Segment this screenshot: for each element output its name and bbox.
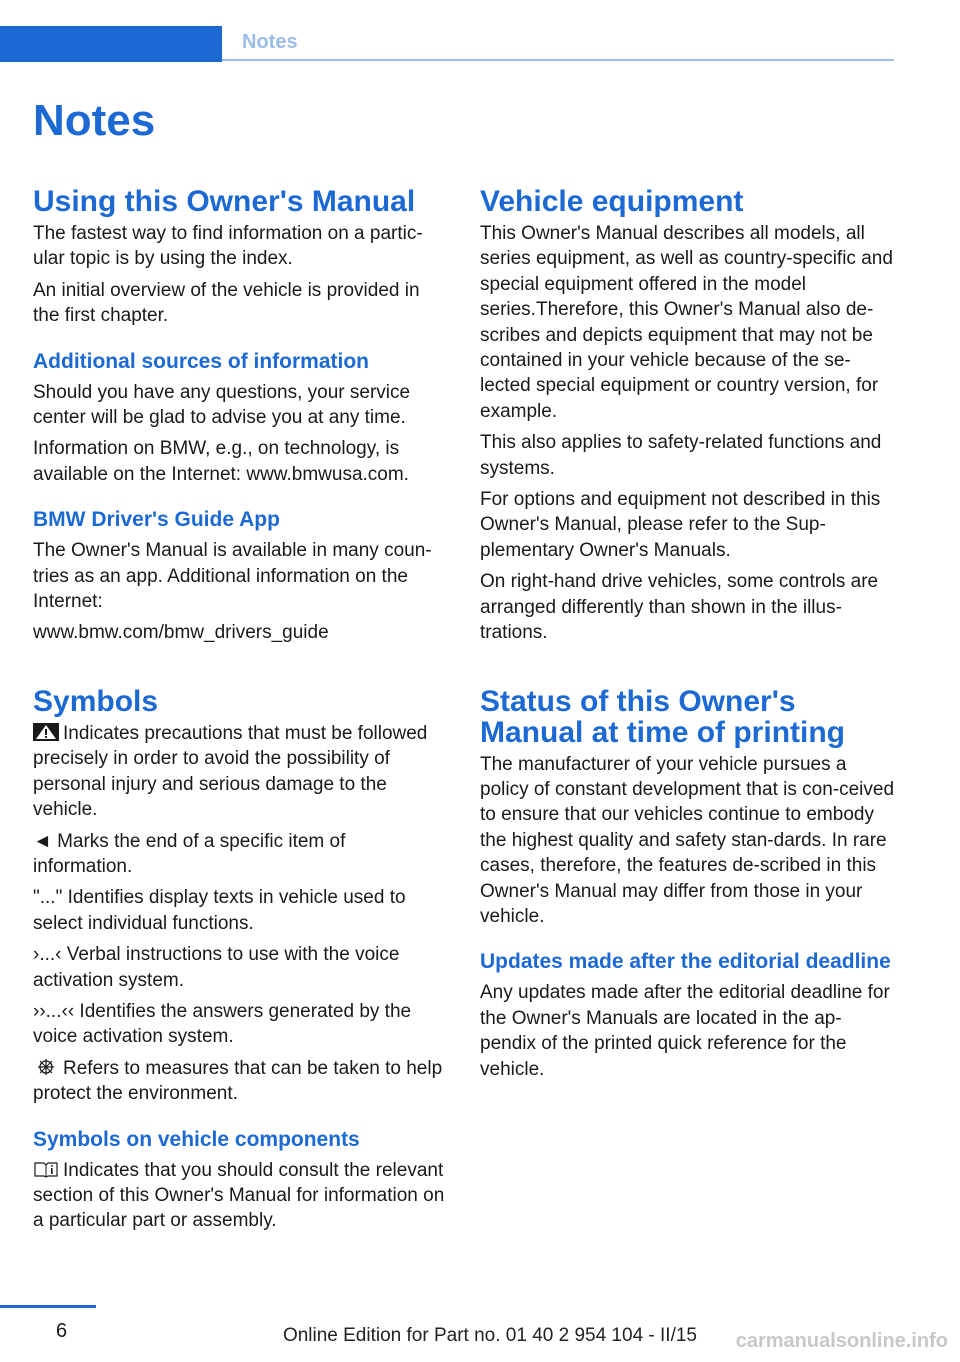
page-title: Notes [33,96,156,145]
paragraph: ››...‹‹ Identifies the answers generated by the voice activation system. [33,1000,412,1048]
paragraph: Should you have any questions, your service center will be glad to advise you at any time. [33,381,411,429]
section-title-symbols: Symbols [33,684,159,718]
header-accent-bar [0,26,222,62]
link-text: www.bmw.com/bmw_drivers_guide [33,622,329,644]
paragraph: Indicates precautions that must be followed precisely in order to avoid the possibility of personal injury and serious damage to the vehicle. [33,722,428,821]
left-column [33,186,449,1240]
subsection-title-vehicle-components: Symbols on vehicle components [33,1127,360,1151]
paragraph: This also applies to safety-related functions and systems. [480,432,882,479]
paragraph: The Owner's Manual is available in many coun-tries as an app. Additional information on the Internet: [33,540,432,613]
section-title-using-manual: Using this Owner's Manual [33,185,416,218]
header-section-title: Notes [242,31,298,53]
paragraph: ›...‹ Verbal instructions to use with the voice activation system. [33,944,400,991]
paragraph: On right-hand drive vehicles, some controls are arranged differently than shown in the illus-trations. [480,571,879,644]
paragraph: "..." Identifies display texts in vehicle used to select individual functions. [33,887,406,934]
watermark: carmanualsonline.info [735,1330,948,1352]
manual-book-icon [33,1160,59,1178]
paragraph: This Owner's Manual describes all models, all series equipment, as well as country-specific and special equipment offered in the model series.Therefore, this Owner's Manual also de-scribes and depicts equipment that may not be contained in your vehicle because of the se-lected special equipment or country version, for example. [480,223,893,422]
environment-icon [33,1058,59,1076]
paragraph: The fastest way to find information on a partic-ular topic is by using the index. [33,223,423,270]
paragraph: ◄ Marks the end of a specific item of information. [33,830,346,877]
paragraph: An initial overview of the vehicle is provided in the first chapter. [33,279,420,327]
paragraph: Indicates that you should consult the relevant section of this Owner's Manual for information on a particular part or assembly. [33,1159,445,1232]
paragraph: Refers to measures that can be taken to help protect the environment. [33,1057,443,1105]
subsection-title-updates: Updates made after the editorial deadline [480,950,891,974]
paragraph: Any updates made after the editorial deadline for the Owner's Manuals are located in the ap-pendix of the printed quick reference for the vehicle. [480,982,890,1080]
section-title-status-of-manual: Status of this Owner's Manual at time of printing [480,684,845,749]
subsection-title-drivers-guide-app: BMW Driver's Guide App [33,508,280,532]
edition-note: Online Edition for Part no. 01 40 2 954 104 - II/15 [282,1325,697,1346]
footer-rule [0,1305,96,1308]
right-column [480,186,896,1088]
paragraph: The manufacturer of your vehicle pursues a policy of constant development that is con-ceived to ensure that our vehicles continue to embody the highest quality and safety stan-dards. In rare cases, therefore, the features de-scribed in this Owner's Manual may differ from those in your vehicle. [480,753,895,927]
paragraph: Information on BMW, e.g., on technology, is available on the Internet: www.bmwusa.com. [33,438,409,485]
page-number: 6 [56,1320,68,1342]
section-title-vehicle-equipment: Vehicle equipment [480,185,744,218]
paragraph: For options and equipment not described in this Owner's Manual, please refer to the Sup-plementary Owner's Manuals. [480,489,881,561]
warning-icon [33,723,59,741]
subsection-title-additional-sources: Additional sources of information [33,349,370,373]
header-rule [222,59,894,61]
